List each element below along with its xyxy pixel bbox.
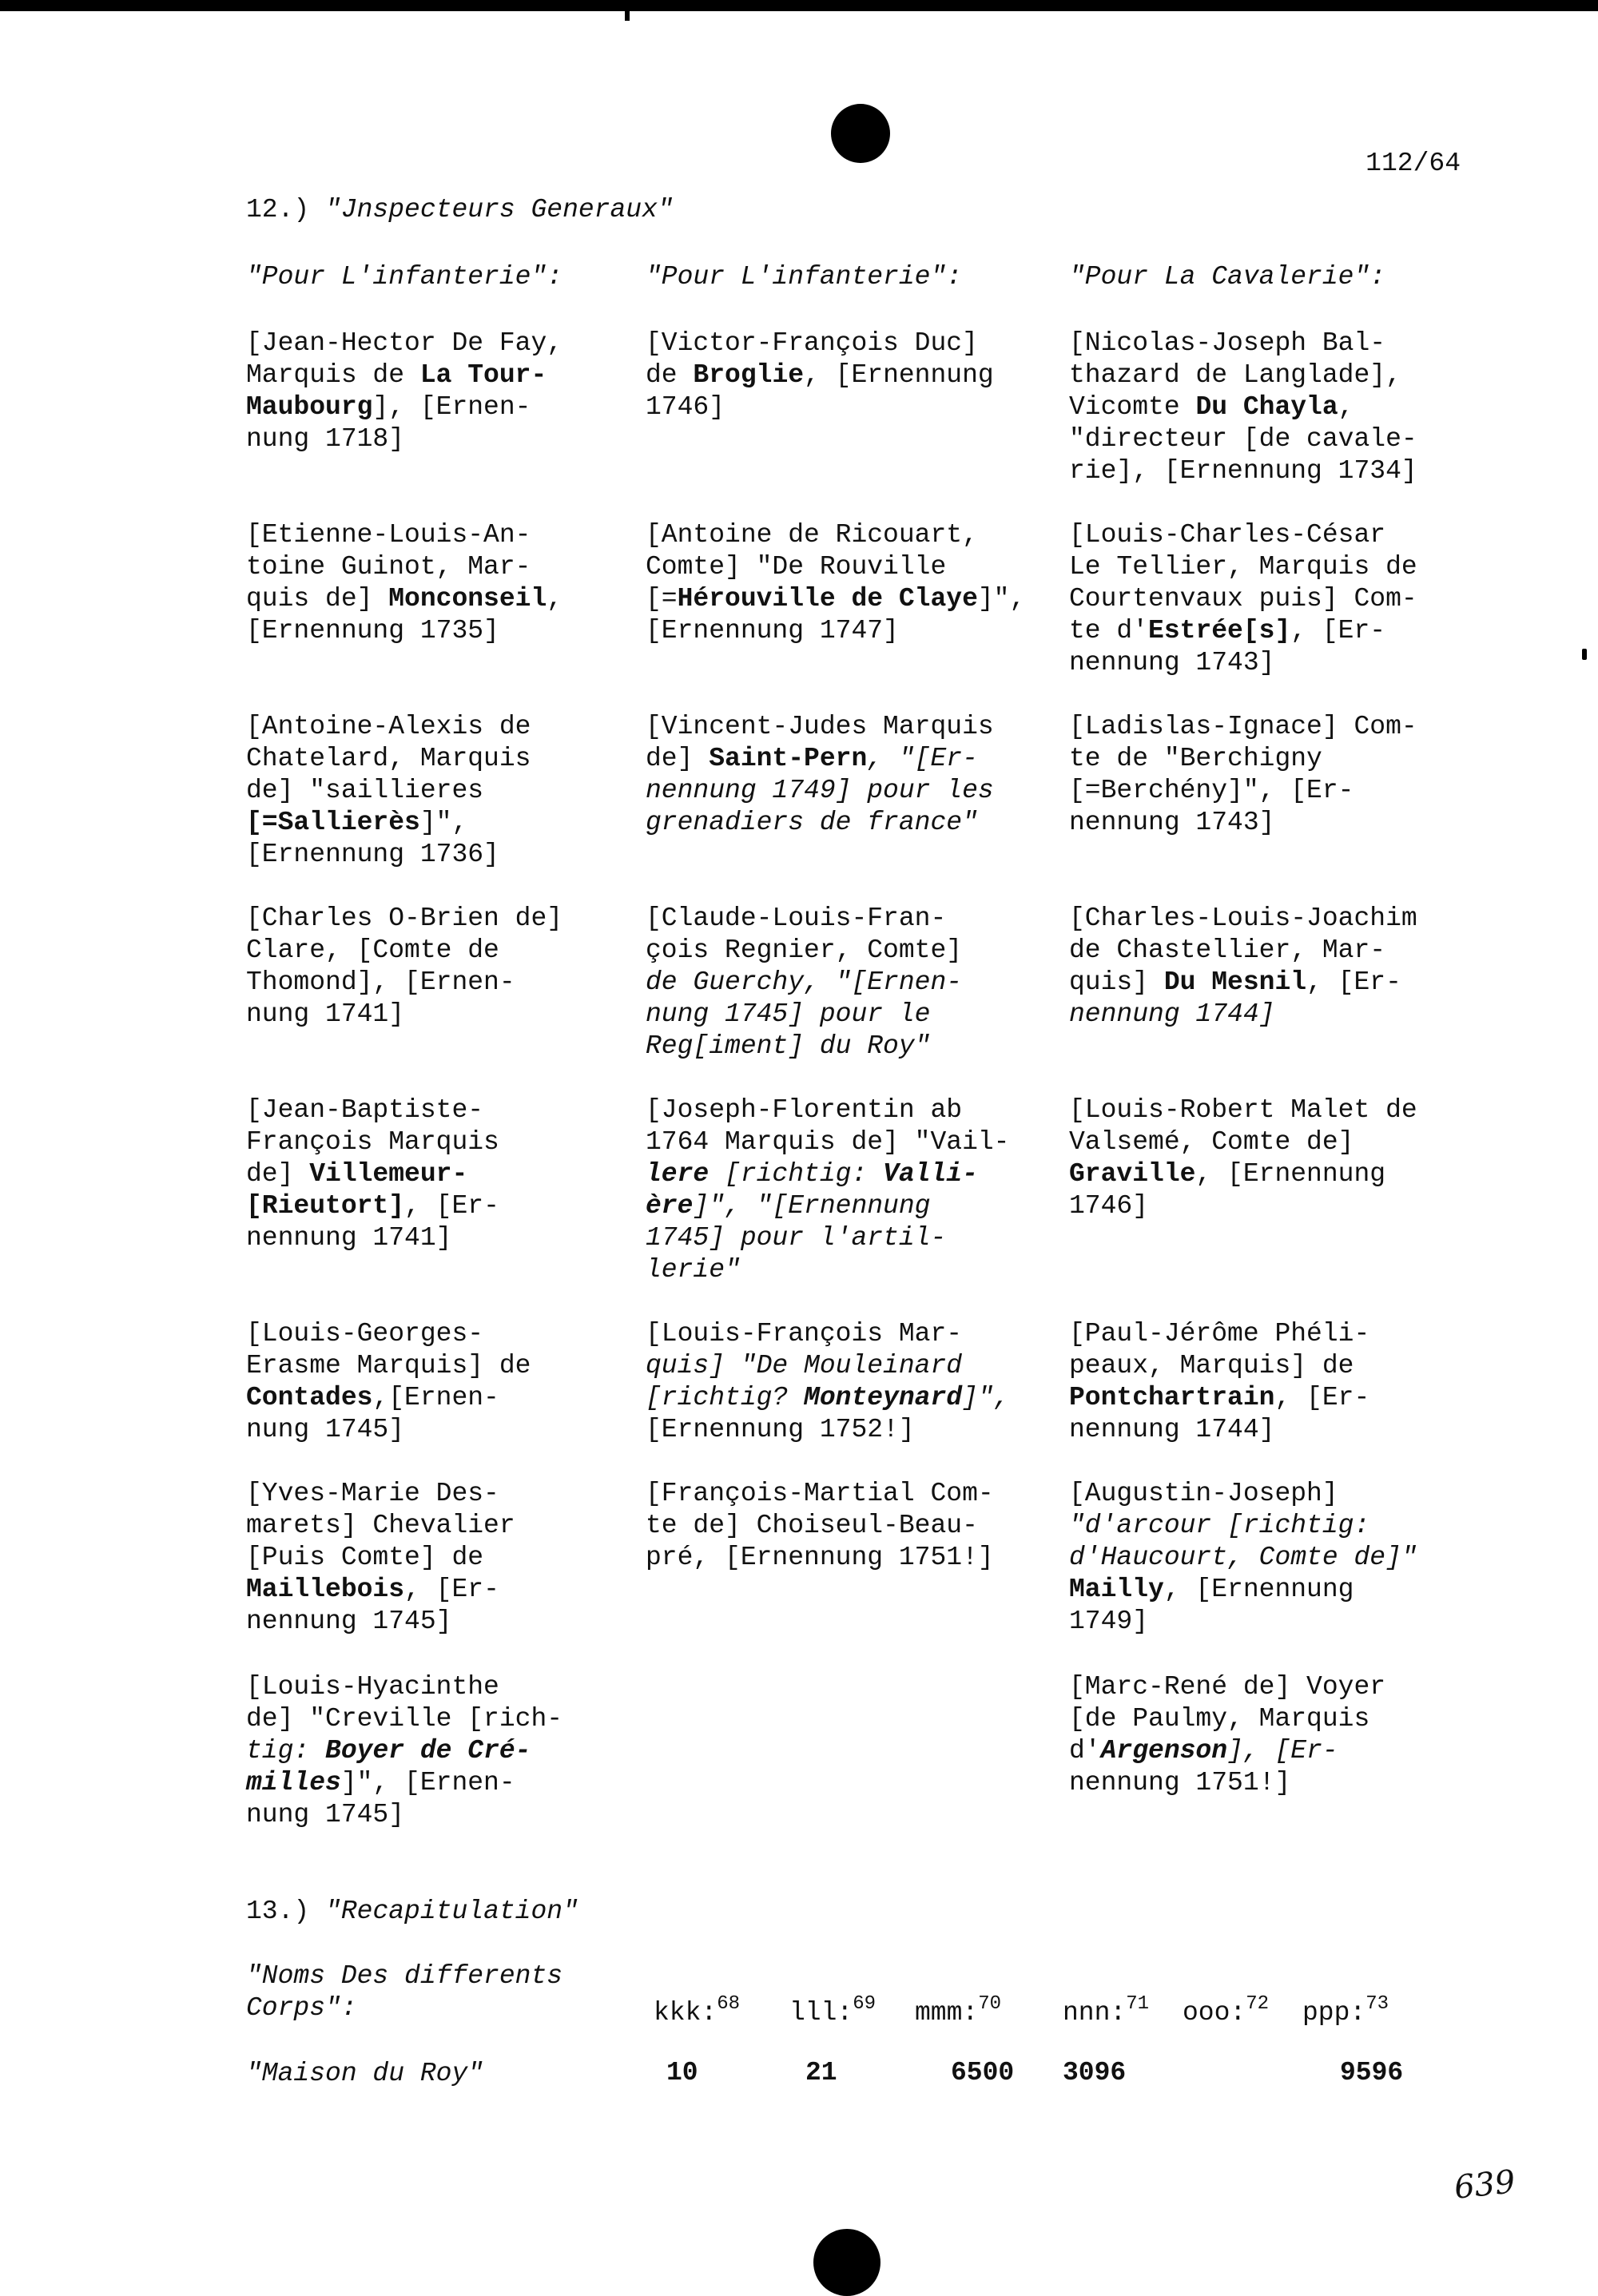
- recap-value-mmm: 6500: [951, 2058, 1015, 2087]
- inspector-entry: [Antoine-Alexis de Chatelard, Marquis de] "saillieres [=Sallierès]", [Ernennung 1736]: [246, 712, 531, 869]
- section-13-title: "Recapitulation": [325, 1897, 578, 1926]
- footnote-ref: 69: [853, 1993, 877, 2015]
- inspector-entry: [Louis-Robert Malet de Valsemé, Comte de] Graville, [Ernennung 1746]: [1069, 1095, 1417, 1221]
- section-13-number: 13.): [246, 1897, 310, 1926]
- section-12-heading: [246, 195, 674, 224]
- page-number: 112/64: [1365, 149, 1461, 178]
- recap-header-ppp: ppp:$^{73}$: [1302, 1993, 1389, 2028]
- column-header-infanterie-2: "Pour L'infanterie":: [646, 262, 963, 292]
- inspector-entry: [Claude-Louis-Fran- çois Regnier, Comte] de Guerchy, "[Ernen- nung 1745] pour le Reg[iment] du Roy": [646, 904, 963, 1061]
- recap-value-kkk: 10: [666, 2058, 698, 2087]
- recap-value-ppp: 9596: [1340, 2058, 1404, 2087]
- inspector-entry: [Yves-Marie Des- marets] Chevalier [Puis Comte] de Maillebois, [Er- nennung 1745]: [246, 1479, 515, 1636]
- inspector-entry: [Louis-Hyacinthe de] "Creville [rich- tig: Boyer de Cré- milles]", [Ernen- nung 1745]: [246, 1672, 563, 1829]
- inspector-entry: [Jean-Hector De Fay, Marquis de La Tour- Maubourg], [Ernen- nung 1718]: [246, 328, 563, 454]
- handwritten-folio-number: 639: [1452, 2163, 1517, 2207]
- recap-header-lll: lll:$^{69}$: [789, 1993, 877, 2028]
- inspector-entry: [Augustin-Joseph] "d'arcour [richtig: d'Haucourt, Comte de]" Mailly, [Ernennung 1749]: [1069, 1479, 1417, 1636]
- recap-header-nnn: nnn:$^{71}$: [1063, 1993, 1150, 2028]
- scan-top-border: [0, 0, 1598, 11]
- footnote-ref: 72: [1246, 1993, 1270, 2015]
- inspector-entry: [Nicolas-Joseph Bal- thazard de Langlade], Vicomte Du Chayla, "directeur [de cavale- rie], [Ernennung 1734]: [1069, 328, 1417, 486]
- inspector-entry: [Louis-Charles-César Le Tellier, Marquis de Courtenvaux puis] Com- te d'Estrée[s], [Er- nennung 1743]: [1069, 520, 1417, 677]
- recap-corps-label: "Noms Des differents Corps":: [246, 1961, 563, 2023]
- inspector-entry: [Paul-Jérôme Phéli- peaux, Marquis] de Pontchartrain, [Er- nennung 1744]: [1069, 1319, 1370, 1444]
- section-13-heading: [246, 1897, 578, 1926]
- inspector-entry: [Etienne-Louis-An- toine Guinot, Mar- quis de] Monconseil, [Ernennung 1735]: [246, 520, 563, 646]
- punch-hole-top: [831, 104, 890, 163]
- recap-row-label: "Maison du Roy": [246, 2059, 484, 2088]
- recap-value-lll: 21: [805, 2058, 837, 2087]
- inspector-entry: [Jean-Baptiste- François Marquis de] Villemeur- [Rieutort], [Er- nennung 1741]: [246, 1095, 499, 1253]
- column-header-infanterie-1: "Pour L'infanterie":: [246, 262, 563, 292]
- footnote-ref: 71: [1126, 1993, 1150, 2015]
- inspector-entry: [Joseph-Florentin ab 1764 Marquis de] "Vail- lere [richtig: Valli- ère]", "[Ernennung 1745] pour l'artil- lerie": [646, 1095, 1010, 1285]
- inspector-entry: [Vincent-Judes Marquis de] Saint-Pern, "[Er- nennung 1749] pour les grenadiers de france": [646, 712, 994, 837]
- scan-top-notch: [625, 0, 630, 21]
- inspector-entry: [Louis-Georges- Erasme Marquis] de Contades,[Ernen- nung 1745]: [246, 1319, 531, 1444]
- footnote-ref: 70: [978, 1993, 1002, 2015]
- inspector-entry: [Victor-François Duc] de Broglie, [Ernennung 1746]: [646, 328, 994, 422]
- inspector-entry: [Charles-Louis-Joachim de Chastellier, Mar- quis] Du Mesnil, [Er- nennung 1744]: [1069, 904, 1417, 1029]
- inspector-entry: [Antoine de Ricouart, Comte] "De Rouville [=Hérouville de Claye]", [Ernennung 1747]: [646, 520, 1026, 646]
- punch-hole-bottom: [813, 2229, 880, 2296]
- column-header-cavalerie: "Pour La Cavalerie":: [1069, 262, 1386, 292]
- section-12-title: "Jnspecteurs Generaux": [325, 195, 674, 224]
- inspector-entry: [Louis-François Mar- quis] "De Mouleinard [richtig? Monteynard]", [Ernennung 1752!]: [646, 1319, 1010, 1444]
- footnote-ref: 73: [1365, 1993, 1389, 2015]
- footnote-ref: 68: [717, 1993, 741, 2015]
- inspector-entry: [Ladislas-Ignace] Com- te de "Berchigny [=Berchény]", [Er- nennung 1743]: [1069, 712, 1417, 837]
- section-12-number: 12.): [246, 195, 310, 224]
- inspector-entry: [François-Martial Com- te de] Choiseul-Beau- pré, [Ernennung 1751!]: [646, 1479, 994, 1572]
- inspector-entry: [Charles O-Brien de] Clare, [Comte de Thomond], [Ernen- nung 1741]: [246, 904, 563, 1029]
- recap-header-kkk: kkk:$^{68}$: [654, 1993, 741, 2028]
- recap-value-nnn: 3096: [1063, 2058, 1127, 2087]
- recap-header-mmm: mmm:$^{70}$: [915, 1993, 1002, 2028]
- recap-header-ooo: ooo:$^{72}$: [1183, 1993, 1270, 2028]
- inspector-entry: [Marc-René de] Voyer [de Paulmy, Marquis d'Argenson], [Er- nennung 1751!]: [1069, 1672, 1386, 1797]
- scan-side-mark: [1582, 649, 1587, 660]
